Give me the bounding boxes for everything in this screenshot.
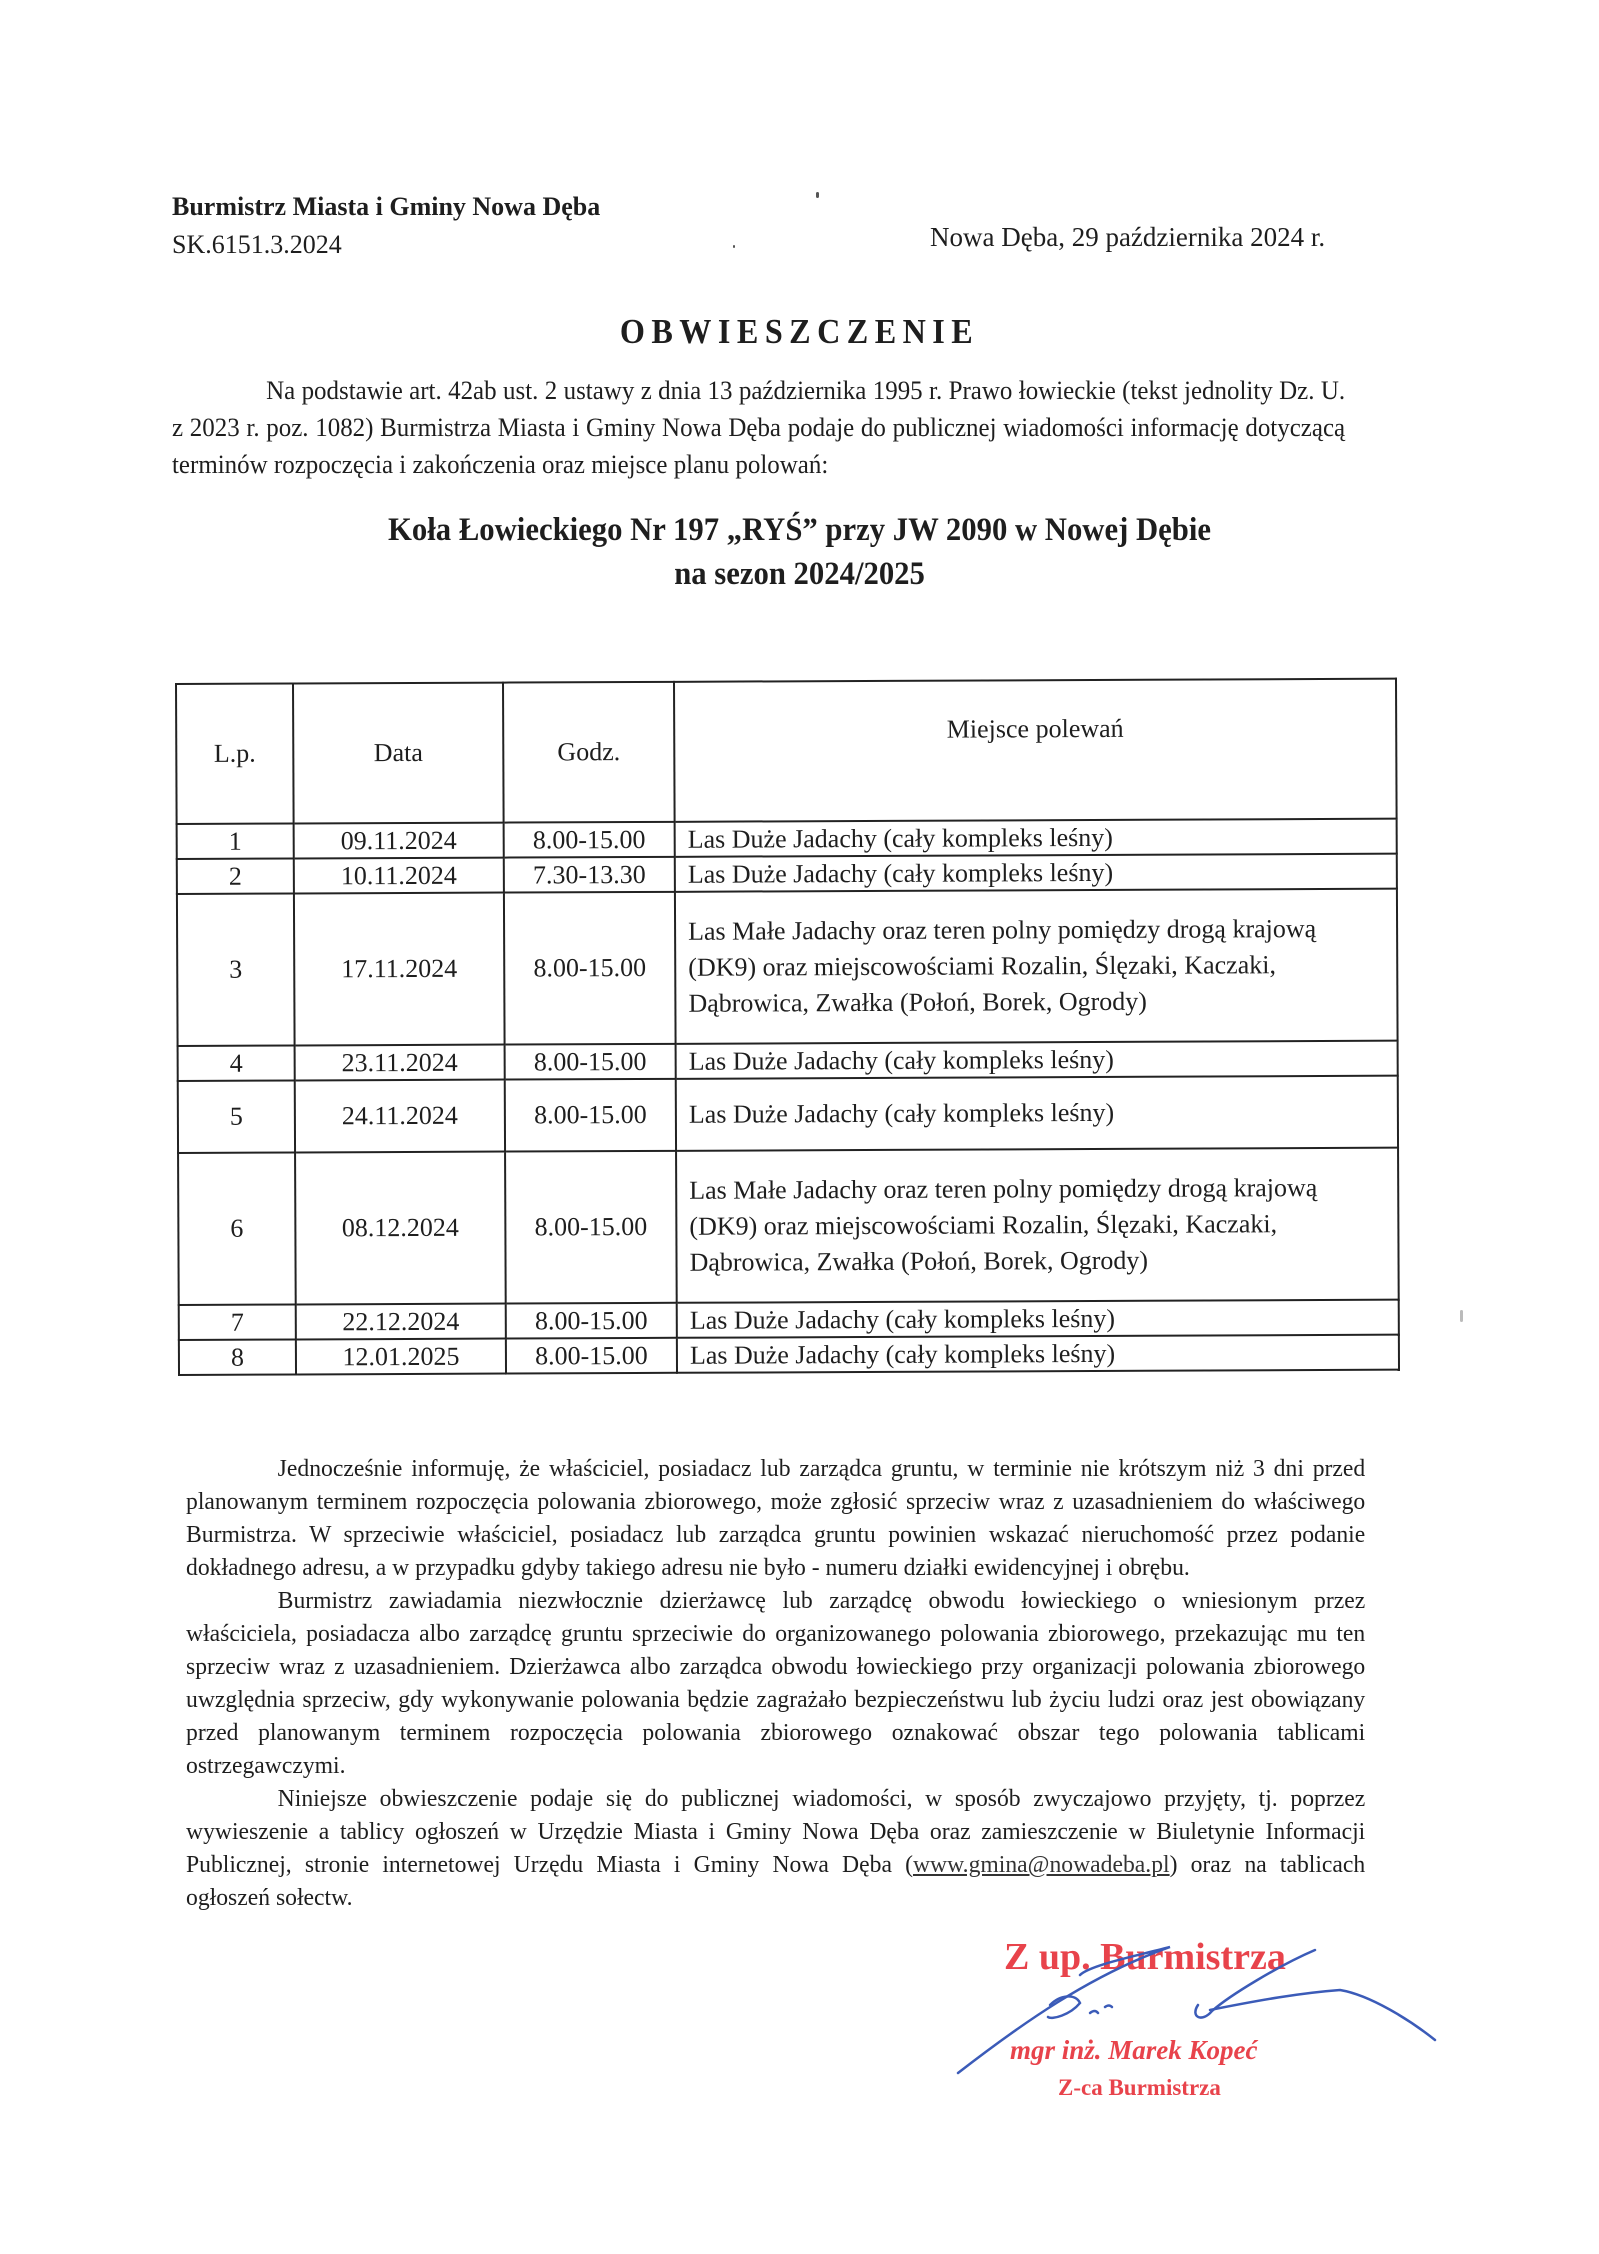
scan-speck	[816, 192, 819, 198]
issuer-heading: Burmistrz Miasta i Gminy Nowa Dęba	[172, 192, 601, 221]
paragraph-publication	[186, 1782, 1365, 1914]
table-row	[178, 1041, 1398, 1081]
cell-time: 7.30-13.30	[504, 857, 675, 893]
cell-date: 12.01.2025	[296, 1339, 506, 1375]
cell-place: Las Małe Jadachy oraz teren polny pomiędzy drogą krajową (DK9) oraz miejscowościami Rozalin, Ślęzaki, Kaczaki, Dąbrowica, Zwałka (Połoń, Borek, Ogrody)	[676, 1148, 1399, 1303]
cell-place: Las Duże Jadachy (cały kompleks leśny)	[675, 854, 1397, 892]
cell-lp: 5	[178, 1080, 295, 1153]
signature-stroke	[1210, 1990, 1435, 2040]
document-title: OBWIESZCZENIE	[619, 312, 980, 351]
header-date: Data	[293, 683, 504, 824]
cell-place: Las Małe Jadachy oraz teren polny pomiędzy drogą krajową (DK9) oraz miejscowościami Rozalin, Ślęzaki, Kaczaki, Dąbrowica, Zwałka (Połoń, Borek, Ogrody)	[675, 889, 1398, 1044]
cell-place: Las Duże Jadachy (cały kompleks leśny)	[675, 819, 1397, 857]
cell-lp: 6	[178, 1152, 296, 1305]
scan-speck	[733, 245, 735, 248]
cell-place: Las Duże Jadachy (cały kompleks leśny)	[676, 1041, 1398, 1079]
paragraph-objection-notice: Jednocześnie informuję, że właściciel, posiadacz lub zarządca gruntu, w terminie nie krótszym niż 3 dni przed planowanym terminem rozpoczęcia polowania zbiorowego, może zgłosić sprzeciw wraz z uzasadnieniem do właściwego Burmistrza. W sprzeciwie właściciel, posiadacz lub zarządca gruntu powinien wskazać nieruchomość przez podanie dokładnego adresu, a w przypadku gdyby takiego adresu nie było - numeru działki ewidencyjnej i obrębu.	[186, 1455, 1366, 1581]
header-time: Godz.	[503, 682, 675, 823]
stamp-role: Z-ca Burmistrza	[1058, 2075, 1221, 2100]
scan-speck	[1460, 1310, 1463, 1322]
subtitle-line-1: Koła Łowieckiego Nr 197 „RYŚ” przy JW 2090 w Nowej Dębie	[388, 512, 1212, 548]
signature-stroke	[958, 1947, 1170, 2073]
table-row	[177, 854, 1397, 894]
cell-date: 08.12.2024	[295, 1152, 506, 1305]
cell-time: 8.00-15.00	[505, 1044, 676, 1080]
reference-number: SK.6151.3.2024	[172, 230, 342, 259]
cell-time: 8.00-15.00	[505, 1079, 676, 1152]
signature-stroke	[1090, 2006, 1112, 2014]
publication-text-end: ) oraz na tablicach ogłoszeń sołectw.	[186, 1851, 1366, 1911]
header-place: Miejsce polewań	[674, 679, 1397, 822]
cell-date: 22.12.2024	[296, 1304, 506, 1340]
subtitle-line-2: na sezon 2024/2025	[674, 556, 925, 592]
cell-place: Las Duże Jadachy (cały kompleks leśny)	[677, 1300, 1399, 1338]
table-row	[178, 1076, 1398, 1153]
cell-place: Las Duże Jadachy (cały kompleks leśny)	[677, 1335, 1399, 1373]
cell-lp: 3	[177, 893, 295, 1046]
subtitle	[56, 508, 1543, 596]
cell-lp: 8	[179, 1339, 296, 1375]
body-text	[186, 1452, 1365, 1914]
cell-lp: 4	[178, 1045, 295, 1081]
paragraph-mayor-notification: Burmistrz zawiadamia niezwłocznie dzierżawcę lub zarządcę obwodu łowieckiego o wniesionym przez właściciela, posiadacza albo zarządcę gruntu sprzeciwie do organizowanego polowania zbiorowego, przekazując mu ten sprzeciw wraz z uzasadnieniem. Dzierżawca albo zarządca obwodu łowieckiego przy organizacji polowania zbiorowego uwzględnia sprzeciw, gdy wykonywanie polowania będzie zagrażało bezpieczeństwu lub życiu ludzi oraz jest obowiązany przed planowanym terminem rozpoczęcia polowania zbiorowego oznakować obszar tego polowania tablicami ostrzegawczymi.	[186, 1587, 1366, 1779]
signature-stroke	[1195, 1950, 1315, 2018]
table-row	[177, 819, 1397, 859]
cell-time: 8.00-15.00	[506, 1338, 677, 1374]
handwritten-signature-icon	[940, 1935, 1440, 2135]
cell-lp: 1	[177, 823, 294, 859]
cell-place: Las Duże Jadachy (cały kompleks leśny)	[676, 1076, 1398, 1151]
signature-block	[940, 1935, 1440, 2135]
cell-time: 8.00-15.00	[504, 892, 676, 1045]
cell-date: 23.11.2024	[295, 1045, 505, 1081]
place-and-date: Nowa Dęba, 29 października 2024 r.	[930, 222, 1326, 252]
hunt-schedule-table	[175, 678, 1400, 1376]
cell-date: 24.11.2024	[295, 1080, 505, 1153]
table-row	[178, 1148, 1399, 1305]
cell-time: 8.00-15.00	[504, 822, 675, 858]
cell-date: 17.11.2024	[294, 893, 505, 1046]
table-row	[179, 1300, 1399, 1340]
table-row	[179, 1335, 1399, 1375]
cell-date: 10.11.2024	[294, 858, 504, 894]
stamp-authorization: Z up. Burmistrza	[1004, 1936, 1286, 1978]
publication-text-start: Niniejsze obwieszczenie podaje się do publicznej wiadomości, w sposób zwyczajowo przyjęty, tj. poprzez wywieszenie a tablicy ogłoszeń w Urzędzie Miasta i Gminy Nowa Dęba oraz zamieszczenie w Biuletynie Informacji Publicznej, stronie internetowej Urzędu Miasta i Gminy Nowa Dęba (	[186, 1785, 1366, 1878]
stamp-name: mgr inż. Marek Kopeć	[1010, 2035, 1258, 2065]
intro-paragraph: Na podstawie art. 42ab ust. 2 ustawy z dnia 13 października 1995 r. Prawo łowieckie (tekst jednolity Dz. U. z 2023 r. poz. 1082) Burmistrza Miasta i Gminy Nowa Dęba podaje do publicznej wiadomości informację dotyczącą terminów rozpoczęcia i zakończenia oraz miejsce planu polowań:	[172, 376, 1346, 479]
header-lp: L.p.	[176, 683, 294, 824]
cell-date: 09.11.2024	[294, 823, 504, 859]
table-header-row	[176, 679, 1397, 824]
table-row	[177, 889, 1398, 1046]
cell-lp: 2	[177, 858, 294, 894]
cell-lp: 7	[179, 1304, 296, 1340]
cell-time: 8.00-15.00	[506, 1303, 677, 1339]
website-link[interactable]: www.gmina@nowadeba.pl	[912, 1851, 1170, 1878]
cell-time: 8.00-15.00	[505, 1151, 677, 1304]
